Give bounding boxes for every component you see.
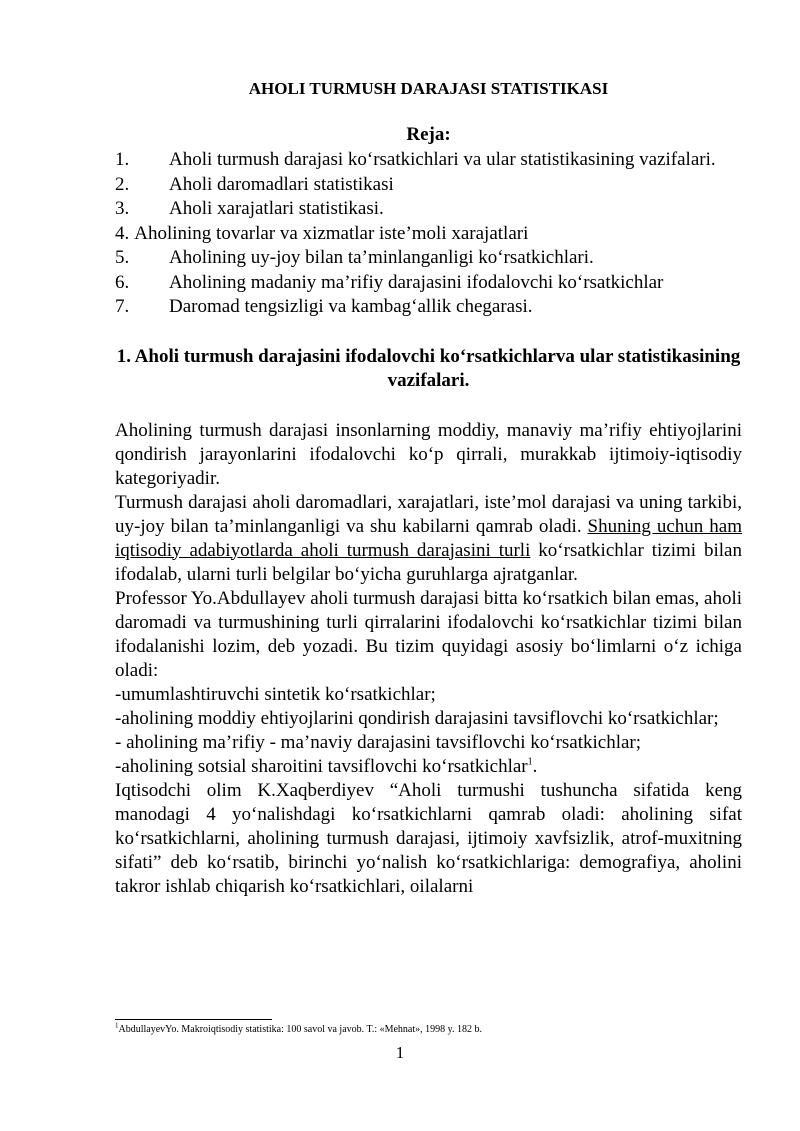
plan-item-text: Aholining uy-joy bilan ta’minlanganligi ko‘rsatkichlari. bbox=[169, 247, 594, 268]
plan-item bbox=[115, 173, 742, 198]
document-title: AHOLI TURMUSH DARAJASI STATISTIKASI bbox=[248, 79, 609, 98]
plan-item-text: Aholi xarajatlari statistikasi. bbox=[169, 198, 384, 219]
plan-item bbox=[115, 271, 742, 296]
bullet-item: -umumlashtiruvchi sintetik ko‘rsatkichlar; bbox=[115, 683, 436, 705]
plan-item-text: Aholining madaniy ma’rifiy darajasini ifodalovchi ko‘rsatkichlar bbox=[169, 271, 664, 293]
plan-list bbox=[115, 148, 742, 320]
plan-item bbox=[115, 148, 742, 173]
plan-item-number: 7. bbox=[115, 296, 130, 317]
page-number: 1 bbox=[395, 1043, 405, 1062]
paragraph-text: Turmush darajasi aholi daromadlari, xarajatlari, iste’mol darajasi va uning tarkibi, uy-joy bilan ta’minlanganligi va shu kabilarni qamrab oladi. bbox=[115, 491, 742, 537]
plan-item-number: 2. bbox=[115, 173, 130, 195]
bullet-text: -aholining sotsial sharoitini tavsiflovchi ko‘rsatkichlar bbox=[115, 755, 528, 777]
plan-item-text: Aholi daromadlari statistikasi bbox=[169, 173, 394, 195]
footnote-mark: 1 bbox=[115, 1021, 119, 1030]
paragraph-text: ko‘rsatkichlar tizimi bilan ifodalab, ularni turli belgilar bo‘yicha guruhlarga ajratganlar. bbox=[115, 539, 742, 585]
plan-item-number: 4. bbox=[115, 222, 130, 244]
paragraph: Professor Yo.Abdullayev aholi turmush darajasi bitta ko‘rsatkich bilan emas, aholi daromadi va turmushining turli qirralarini ifodalovchi ko‘rsatkichlar tizimi bilan ifodalanishi lozim, deb yozadi. Bu tizim quyidagi asosiy bo‘limlarni o‘z ichiga oladi: bbox=[115, 587, 742, 681]
bullet-end: . bbox=[532, 755, 538, 777]
plan-item-number: 3. bbox=[115, 198, 130, 219]
section-heading: 1. Aholi turmush darajasini ifodalovchi ko‘rsatkichlarva ular statistikasining vazifalari. bbox=[116, 345, 741, 391]
plan-item-text: Aholi turmush darajasi ko‘rsatkichlari va ular statistikasining vazifalari. bbox=[169, 149, 716, 170]
bullet-item: -aholining moddiy ehtiyojlarini qondirish darajasini tavsiflovchi ko‘rsatkichlar; bbox=[115, 707, 719, 729]
footnote-text: AbdullayevYo. Makroiqtisodiy statistika: 100 savol va javob. T.: «Mehnat», 1998 y. 182 b. bbox=[118, 1024, 482, 1035]
underlined-text: Shuning uchun ham iqtisodiy adabiyotlarda aholi turmush darajasini turli bbox=[115, 515, 742, 561]
plan-item bbox=[115, 197, 742, 222]
plan-item-number: 5. bbox=[115, 247, 130, 268]
plan-item bbox=[115, 222, 742, 247]
footnote-reference[interactable]: 1 bbox=[527, 756, 533, 768]
plan-item-number: 1. bbox=[115, 149, 130, 170]
plan-heading: Reja: bbox=[406, 124, 451, 145]
plan-item-text: Daromad tengsizligi va kambag‘allik chegarasi. bbox=[169, 296, 533, 317]
plan-item bbox=[115, 295, 742, 320]
body-text bbox=[115, 419, 742, 899]
paragraph: Iqtisodchi olim K.Xaqberdiyev “Aholi turmushi tushuncha sifatida keng manodagi 4 yo‘nalishdagi ko‘rsatkichlarni qamrab oladi: aholining sifat ko‘rsatkichlarni, aholining turmush darajasi, ijtimoiy xavfsizlik, atrof-muxitning sifati” deb ko‘rsatib, birinchi yo‘nalish ko‘rsatkichlariga: demografiya, aholini takror ishlab chiqarish ko‘rsatkichlari, oilalarni bbox=[115, 779, 742, 897]
plan-item bbox=[115, 246, 742, 271]
plan-item-number: 6. bbox=[115, 271, 130, 293]
paragraph: Aholining turmush darajasi insonlarning moddiy, manaviy ma’rifiy ehtiyojlarini qondirish jarayonlarini ifodalovchi ko‘p qirrali, murakkab ijtimoiy-iqtisodiy kategoriyadir. bbox=[115, 419, 742, 489]
footnote-separator bbox=[115, 1019, 272, 1020]
plan-item-text: Aholining tovarlar va xizmatlar iste’moli xarajatlari bbox=[134, 222, 529, 244]
bullet-item bbox=[115, 755, 742, 779]
bullet-item: - aholining ma’rifiy - ma’naviy darajasini tavsiflovchi ko‘rsatkichlar; bbox=[115, 731, 642, 753]
footnote bbox=[115, 1021, 482, 1036]
document-page bbox=[115, 76, 742, 899]
paragraph bbox=[115, 491, 742, 587]
